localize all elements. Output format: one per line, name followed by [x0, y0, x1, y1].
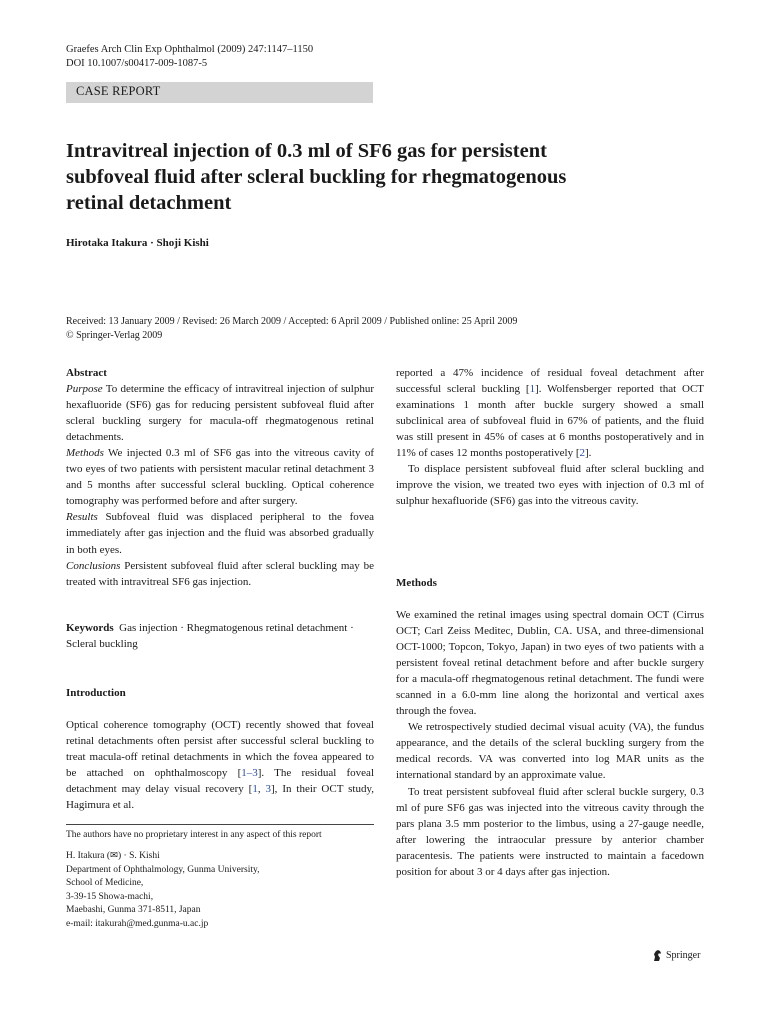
intro-aim-paragraph: To displace persistent subfoveal fluid after scleral buckling and improve the vision, we treated two eyes with injection of 0.3 ml of sulphur hexafluoride (SF6) gas into the vitreous cavity.: [396, 463, 704, 508]
intro-continued-paragraph: [396, 365, 704, 461]
doi-line: DOI 10.1007/s00417-009-1087-5: [66, 58, 208, 69]
intro-text-a: Optical coherence tomography (OCT) recently showed that foveal retinal detachments often persist after successful scleral buckling to treat macula-off retinal detachments in which the fovea appeared to be attached on ophthalmoscopy [: [66, 719, 374, 780]
author-list: Hirotaka Itakura · Shoji Kishi: [66, 237, 209, 249]
results-text: Subfoveal fluid was displaced peripheral to the fovea immediately after gas injection and the fluid was absorbed gradually in both eyes.: [66, 511, 374, 556]
abstract-purpose: [66, 381, 374, 445]
citation-link[interactable]: 2: [579, 447, 585, 460]
affil-line-2: Department of Ophthalmology, Gunma University,: [66, 864, 260, 875]
abstract-results: [66, 509, 374, 557]
intro-text-d: ], In their OCT study, Hagimura et al.: [66, 783, 375, 812]
copyright: © Springer-Verlag 2009: [66, 330, 163, 341]
journal-line: Graefes Arch Clin Exp Ophthalmol (2009) 247:1147–1150: [66, 44, 314, 55]
results-label: Results: [66, 511, 98, 524]
publisher-name: Springer: [666, 950, 701, 961]
methods-heading: Methods: [396, 577, 437, 589]
affil-line-3: School of Medicine,: [66, 878, 144, 888]
affil-line-4: 3-39-15 Showa-machi,: [66, 891, 154, 902]
rc-text-b: ]. Wolfensberger reported that OCT examinations 1 month after buckle surgery showed a small subclinical area of subfoveal fluid in 67% of patients, and the fluid was still present in 45% of cases at 6 months postoperatively and in 11% of cases 12 months postoperatively [: [396, 383, 704, 460]
intro-text-c: ,: [257, 783, 266, 796]
journal-citation: [66, 43, 313, 71]
methods-label: Methods: [66, 447, 104, 460]
springer-horse-icon: [652, 949, 663, 962]
methods-paragraph-2: We retrospectively studied decimal visual acuity (VA), the fundus appearance, and the details of the scleral buckling surgery from the medical records. VA was converted into log MAR units as the international standard by an approximate value.: [396, 721, 704, 782]
purpose-text: To determine the efficacy of intravitreal injection of sulphur hexafluoride (SF6) gas for reducing persistent subfoveal fluid after scleral buckling surgery for macula-off rhegmatogenous retinal detachments.: [66, 383, 374, 444]
intro-paragraph: [66, 717, 374, 813]
conclusions-label: Conclusions: [66, 559, 121, 572]
keywords: [66, 620, 374, 652]
abstract: [66, 365, 374, 590]
abstract-conclusions: [66, 558, 374, 590]
rc-text-c: ].: [585, 447, 592, 460]
purpose-label: Purpose: [66, 383, 103, 396]
methods-paragraph-3: To treat persistent subfoveal fluid after scleral buckle surgery, 0.3 ml of pure SF6 gas was injected into the vitreous cavity through the pars plana 3.5 mm posterior to the limbus, using a 27-gauge needle, after lowering the intraocular pressure by anterior chamber paracentesis. The patients were instructed to maintain a facedown position for about 3 or 4 days after gas injection.: [396, 785, 704, 878]
abstract-heading: Abstract: [66, 367, 107, 379]
affil-line-5: Maebashi, Gunma 371-8511, Japan: [66, 905, 201, 915]
title-line-3: retinal detachment: [66, 192, 232, 214]
affil-email[interactable]: e-mail: itakurah@med.gunma-u.ac.jp: [66, 918, 209, 929]
methods-text: We injected 0.3 ml of SF6 gas into the vitreous cavity of two eyes of two patients with persistent macular retinal detachment 3 and 5 months after successful scleral buckling. Optical coherence tomography was performed before and after surgery.: [66, 447, 374, 508]
publisher-logo: [652, 949, 700, 962]
methods-paragraph-1: We examined the retinal images using spectral domain OCT (Cirrus OCT; Carl Zeiss Meditec, Dublin, CA. USA, and three-dimensional OCT-1000; Topcon, Tokyo, Japan) in two eyes of two patients with a persistent foveal retinal detachment before and after buckle surgery for a macula-off rhegmatogenous retinal detachment. The fundi were scanned in a 6.0-mm line along the horizontal and vertical axes through the fovea.: [396, 609, 704, 718]
title-line-1: Intravitreal injection of 0.3 ml of SF6 gas for persistent: [66, 140, 547, 162]
section-label: CASE REPORT: [76, 84, 161, 98]
history-dates: Received: 13 January 2009 / Revised: 26 March 2009 / Accepted: 6 April 2009 / Published online: 25 April 2009: [66, 316, 518, 327]
introduction-continued: [396, 365, 704, 509]
publication-history: [66, 315, 706, 343]
introduction-text: [66, 717, 374, 813]
title-line-2: subfoveal fluid after scleral buckling for rhegmatogenous: [66, 166, 567, 188]
author-affiliation: [66, 850, 374, 931]
citation-link[interactable]: 1: [252, 783, 258, 796]
section-label-bar: [66, 82, 373, 103]
citation-link[interactable]: 1: [529, 383, 536, 396]
methods-text: [396, 607, 704, 880]
interest-statement: The authors have no proprietary interest in any aspect of this report: [66, 830, 322, 840]
article-title: [66, 138, 706, 216]
keywords-label: Keywords: [66, 622, 114, 634]
rc-text-a: reported a 47% incidence of residual foveal detachment after successful scleral buckling [: [396, 367, 704, 396]
intro-text-b: ]. The residual foveal detachment may delay visual recovery [: [66, 767, 375, 796]
conclusions-text: Persistent subfoveal fluid after scleral buckling may be treated with intravitreal SF6 gas injection.: [66, 559, 374, 588]
abstract-methods: [66, 445, 374, 509]
citation-link[interactable]: 1–3: [241, 767, 258, 780]
keywords-text: Gas injection · Rhegmatogenous retinal detachment · Scleral buckling: [66, 622, 354, 651]
footnote-divider: [66, 824, 374, 825]
affil-line-1: H. Itakura (✉) · S. Kishi: [66, 851, 160, 861]
introduction-heading: Introduction: [66, 687, 126, 699]
citation-link[interactable]: 3: [265, 783, 272, 796]
